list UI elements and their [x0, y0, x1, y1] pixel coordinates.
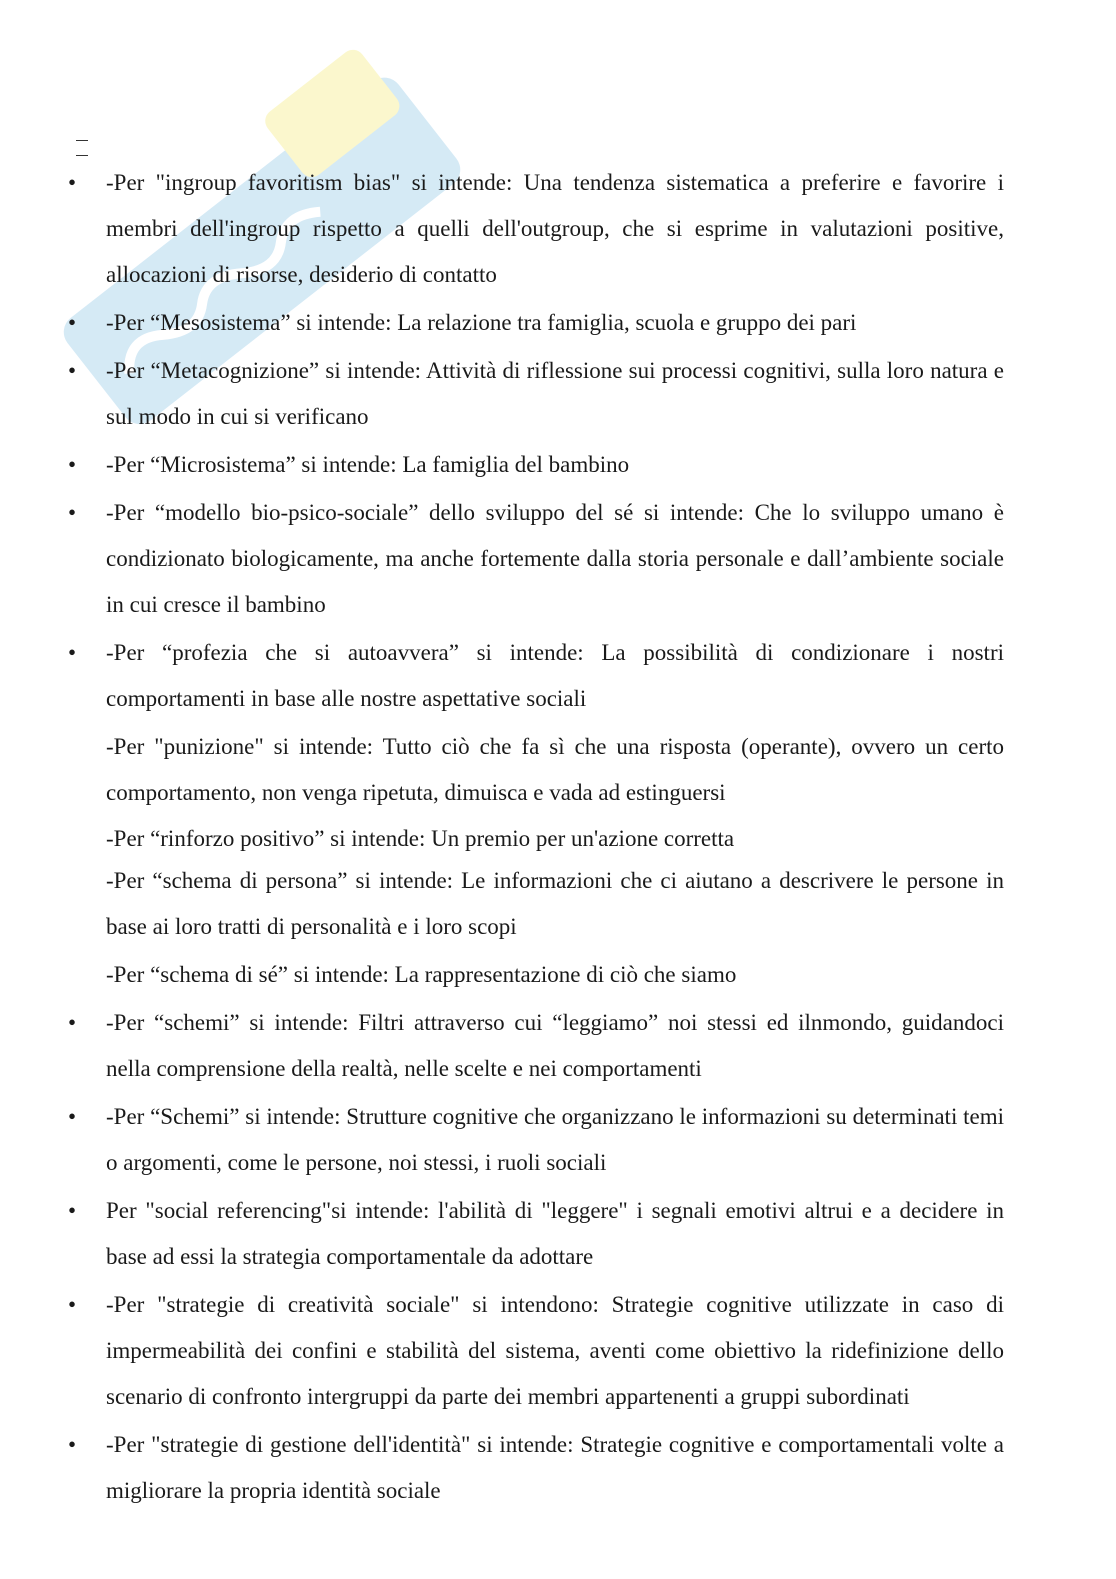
entry-text: -Per “profezia che si autoavvera” si intende: La possibilità di condizionare i nostri comportamenti in base alle nostre aspettative sociali — [106, 640, 1004, 711]
list-item — [68, 1000, 1004, 1092]
bullet-3: • — [68, 452, 77, 477]
list-item — [68, 1282, 1004, 1420]
list-item — [68, 442, 1004, 488]
list-item — [68, 858, 1004, 950]
entry-text: Per "social referencing"si intende: l'abilità di "leggere" i segnali emotivi altrui e a decidere in base ad essi la strategia comportamentale da adottare — [106, 1198, 1004, 1269]
list-item — [68, 160, 1004, 298]
bullet-12: • — [68, 1198, 77, 1223]
list-item — [68, 724, 1004, 816]
dash-mark — [76, 140, 88, 141]
list-item — [68, 952, 1004, 998]
list-item — [68, 1094, 1004, 1186]
entry-text: -Per "ingroup favoritism bias" si intende: Una tendenza sistematica a preferire e favorire i membri dell'ingroup rispetto a quelli dell'outgroup, che si esprime in valutazioni positive, allocazioni di risorse, desiderio di contatto — [106, 170, 1004, 287]
list-item — [68, 630, 1004, 722]
entry-text: -Per “schema di persona” si intende: Le informazioni che ci aiutano a descrivere le persone in base ai loro tratti di personalità e i loro scopi — [106, 868, 1004, 939]
bullet-11: • — [68, 1104, 77, 1129]
bullet-10: • — [68, 1010, 77, 1035]
entry-text: -Per “Schemi” si intende: Strutture cognitive che organizzano le informazioni su determinati temi o argomenti, come le persone, noi stessi, i ruoli sociali — [106, 1104, 1004, 1175]
entry-text: -Per "punizione" si intende: Tutto ciò che fa sì che una risposta (operante), ovvero un certo comportamento, non venga ripetuta, dimuisca e vada ad estinguersi — [106, 734, 1004, 805]
bullet-2: • — [68, 358, 77, 383]
entry-text: -Per “Metacognizione” si intende: Attività di riflessione sui processi cognitivi, sulla loro natura e sul modo in cui si verificano — [106, 358, 1004, 429]
list-item — [68, 300, 1004, 346]
entry-text: -Per “schema di sé” si intende: La rappresentazione di ciò che siamo — [106, 962, 737, 987]
entry-text: -Per “modello bio-psico-sociale” dello sviluppo del sé si intende: Che lo sviluppo umano è condizionato biologicamente, ma anche fortemente dalla storia personale e dall’ambiente sociale in cui cresce il bambino — [106, 500, 1004, 617]
list-item — [68, 348, 1004, 440]
dash-mark — [76, 155, 88, 156]
bullet-14: • — [68, 1432, 77, 1457]
entry-text: -Per “schemi” si intende: Filtri attraverso cui “leggiamo” noi stessi ed ilnmondo, guidandoci nella comprensione della realtà, nelle scelte e nei comportamenti — [106, 1010, 1004, 1081]
document-body — [68, 160, 1004, 1516]
bullet-0: • — [68, 170, 77, 195]
list-item — [68, 822, 1004, 856]
bullet-5: • — [68, 640, 77, 665]
bullet-13: • — [68, 1292, 77, 1317]
list-item — [68, 490, 1004, 628]
entry-text: -Per “rinforzo positivo” si intende: Un premio per un'azione corretta — [106, 826, 735, 851]
entry-text: -Per "strategie di gestione dell'identità" si intende: Strategie cognitive e comportamentali volte a migliorare la propria identità sociale — [106, 1432, 1004, 1503]
list-item — [68, 1188, 1004, 1280]
list-item — [68, 1422, 1004, 1514]
bullet-1: • — [68, 310, 77, 335]
entry-text: -Per “Microsistema” si intende: La famiglia del bambino — [106, 452, 630, 477]
entry-text: -Per “Mesosistema” si intende: La relazione tra famiglia, scuola e gruppo dei pari — [106, 310, 857, 335]
entry-text: -Per "strategie di creatività sociale" si intendono: Strategie cognitive utilizzate in caso di impermeabilità dei confini e stabilità del sistema, aventi come obiettivo la ridefinizione dello scenario di confronto intergruppi da parte dei membri appartenenti a gruppi subordinati — [106, 1292, 1004, 1409]
bullet-4: • — [68, 500, 77, 525]
